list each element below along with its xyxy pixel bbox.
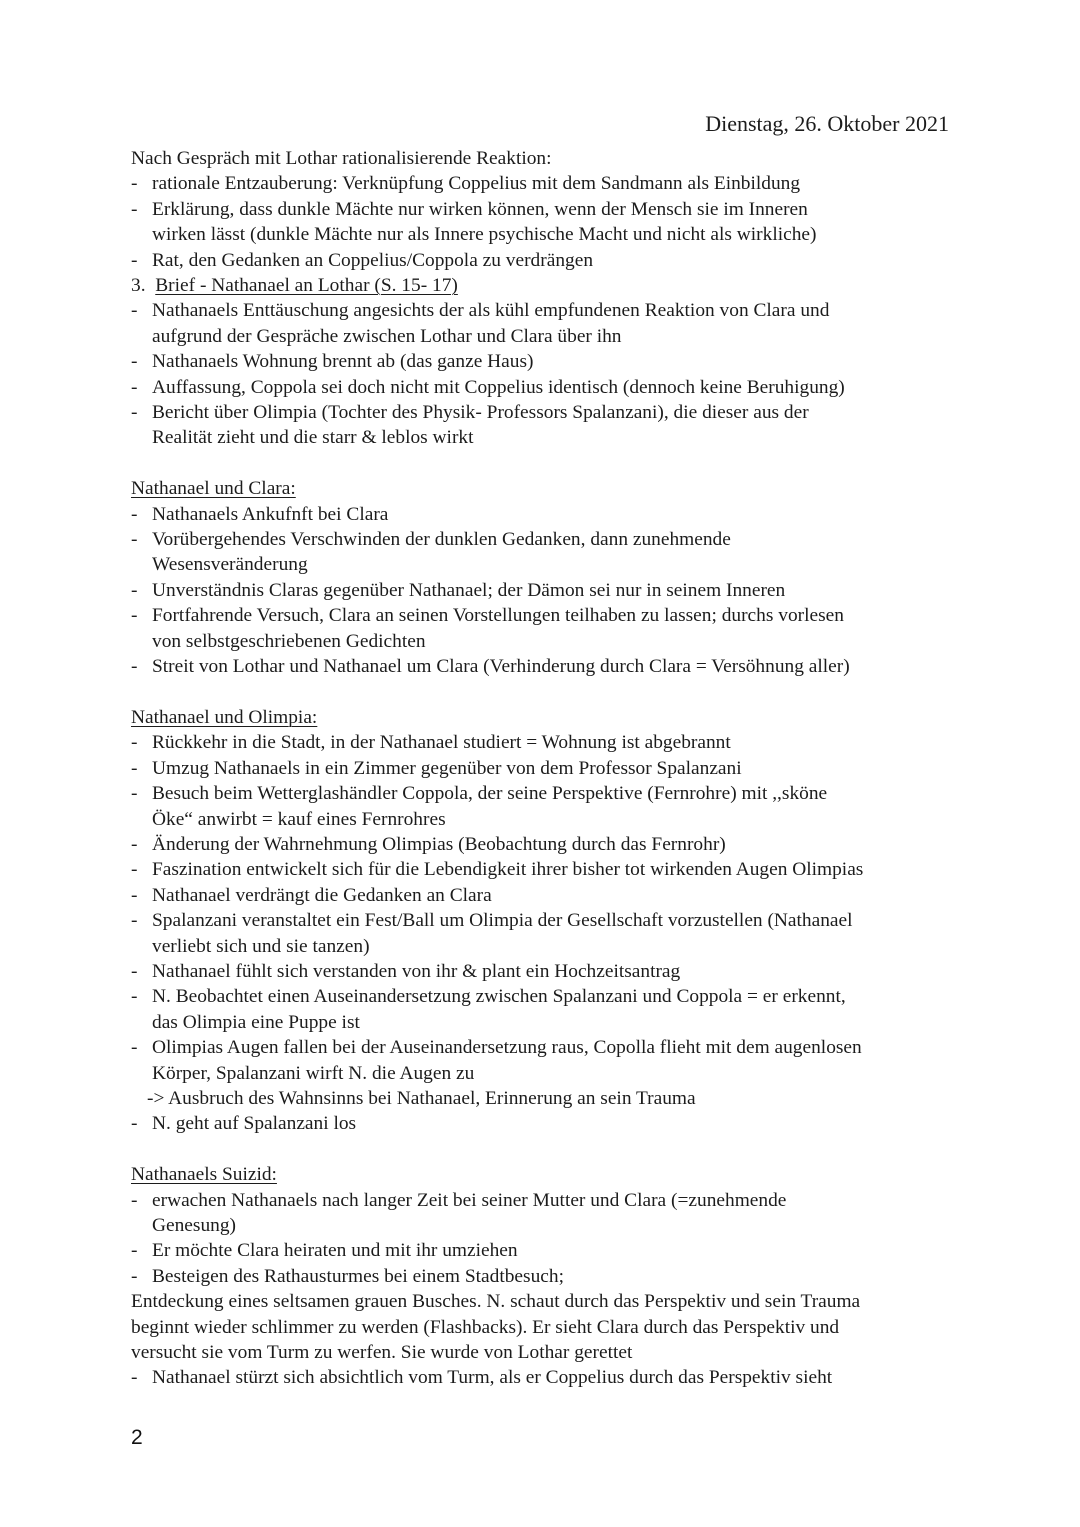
bullet-text: Olimpias Augen fallen bei der Auseinandersetzung raus, Copolla flieht mit dem augenlosen — [152, 1037, 862, 1059]
bullet-text-continuation: Öke“ anwirbt = kauf eines Fernrohres — [152, 808, 446, 830]
list-number: 3. — [131, 275, 146, 297]
bullet-dash: - — [131, 300, 138, 322]
bullet-text-continuation: Realität zieht und die starr & leblos wirkt — [152, 427, 474, 449]
paragraph-line: versucht sie vom Turm zu werfen. Sie wurde von Lothar gerettet — [131, 1342, 633, 1364]
list-item — [131, 1264, 961, 1289]
bullet-dash: - — [131, 960, 138, 982]
bullet-text: Bericht über Olimpia (Tochter des Physik- Professors Spalanzani), die dieser aus der — [152, 402, 809, 424]
bullet-text-continuation: wirken lässt (dunkle Mächte nur als Innere psychische Macht und nicht als wirkliche) — [152, 224, 817, 246]
list-item — [131, 578, 961, 603]
list-item — [131, 832, 961, 857]
letter-title: Brief - Nathanael an Lothar (S. 15- 17) — [155, 275, 458, 297]
bullet-text-continuation: das Olimpia eine Puppe ist — [152, 1011, 360, 1033]
bullet-text: Nathanaels Ankufnft bei Clara — [152, 503, 389, 525]
bullet-text: Nathanael stürzt sich absichtlich vom Turm, als er Coppelius durch das Perspektiv sieht — [152, 1367, 833, 1389]
bullet-text-continuation: von selbstgeschriebenen Gedichten — [152, 630, 426, 652]
bullet-dash: - — [131, 1265, 138, 1287]
bullet-text-continuation: Wesensveränderung — [152, 554, 308, 576]
page-number: 2 — [131, 1426, 143, 1449]
list-item — [131, 1035, 961, 1086]
bullet-dash: - — [131, 1189, 138, 1211]
bullet-text: Auffassung, Coppola sei doch nicht mit Coppelius identisch (dennoch keine Beruhigung) — [152, 376, 845, 398]
bullet-text: Nathanael fühlt sich verstanden von ihr & plant ein Hochzeitsantrag — [152, 960, 681, 982]
list-item — [131, 197, 961, 248]
bullet-dash: - — [131, 986, 138, 1008]
bullet-text: Spalanzani veranstaltet ein Fest/Ball um Olimpia der Gesellschaft vorzustellen (Nathanael — [152, 910, 853, 932]
bullet-text: rationale Entzauberung: Verknüpfung Coppelius mit dem Sandmann als Einbildung — [152, 173, 801, 195]
section-heading-clara: Nathanael und Clara: — [131, 478, 296, 500]
bullet-dash: - — [131, 529, 138, 551]
bullet-dash: - — [131, 579, 138, 601]
list-item — [131, 654, 961, 679]
bullet-text: erwachen Nathanaels nach langer Zeit bei seiner Mutter und Clara (=zunehmende — [152, 1189, 787, 1211]
bullet-dash: - — [131, 833, 138, 855]
bullet-text: Rat, den Gedanken an Coppelius/Coppola zu verdrängen — [152, 249, 594, 271]
bullet-text: Nathanael verdrängt die Gedanken an Clara — [152, 884, 492, 906]
list-item — [131, 1188, 961, 1239]
list-item — [131, 603, 961, 654]
list-item — [131, 781, 961, 832]
bullet-list — [131, 1188, 961, 1290]
section-intro: Nach Gespräch mit Lothar rationalisierende Reaktion: — [131, 148, 552, 169]
paragraph-line: Entdeckung eines seltsamen grauen Busches. N. schaut durch das Perspektiv und sein Trauma — [131, 1291, 861, 1313]
bullet-dash: - — [131, 884, 138, 906]
numbered-heading — [131, 273, 961, 298]
bullet-text: Unverständnis Claras gegenüber Nathanael; der Dämon sei nur in seinem Inneren — [152, 579, 786, 601]
list-item — [131, 248, 961, 273]
document-body — [131, 146, 961, 1391]
list-item — [131, 349, 961, 374]
bullet-dash: - — [131, 910, 138, 932]
bullet-text: Besteigen des Rathausturmes bei einem Stadtbesuch; — [152, 1265, 564, 1287]
list-item — [131, 400, 961, 451]
bullet-dash: - — [131, 1367, 138, 1389]
bullet-dash: - — [131, 732, 138, 754]
bullet-dash: - — [131, 757, 138, 779]
bullet-dash: - — [131, 1240, 138, 1262]
spacer — [131, 451, 961, 476]
bullet-dash: - — [131, 173, 138, 195]
bullet-text: Streit von Lothar und Nathanael um Clara (Verhinderung durch Clara = Versöhnung aller) — [152, 656, 850, 678]
bullet-text: Nathanaels Enttäuschung angesichts der als kühl empfundenen Reaktion von Clara und — [152, 300, 830, 322]
list-item — [131, 756, 961, 781]
bullet-text-continuation: Körper, Spalanzani wirft N. die Augen zu — [152, 1062, 475, 1084]
bullet-text: Erklärung, dass dunkle Mächte nur wirken können, wenn der Mensch sie im Inneren — [152, 198, 808, 220]
bullet-list — [131, 502, 961, 680]
list-item — [131, 959, 961, 984]
list-item — [131, 527, 961, 578]
bullet-dash: - — [131, 503, 138, 525]
bullet-text: Vorübergehendes Verschwinden der dunklen Gedanken, dann zunehmende — [152, 529, 731, 551]
bullet-dash: - — [131, 402, 138, 424]
bullet-dash: - — [131, 198, 138, 220]
paragraph-line: beginnt wieder schlimmer zu werden (Flashbacks). Er sieht Clara durch das Perspektiv und — [131, 1316, 840, 1338]
bullet-dash: - — [131, 249, 138, 271]
bullet-list — [131, 171, 961, 273]
bullet-text: Besuch beim Wetterglashändler Coppola, der seine Perspektive (Fernrohre) mit ,,sköne — [152, 783, 828, 805]
bullet-text: N. Beobachtet einen Auseinandersetzung zwischen Spalanzani und Coppola = er erkennt, — [152, 986, 846, 1008]
bullet-list — [131, 730, 961, 1086]
list-item — [131, 857, 961, 882]
bullet-text: Umzug Nathanaels in ein Zimmer gegenüber von dem Professor Spalanzani — [152, 757, 742, 779]
bullet-dash: - — [131, 656, 138, 678]
document-date: Dienstag, 26. Oktober 2021 — [705, 111, 949, 136]
bullet-text-continuation: Genesung) — [152, 1215, 237, 1237]
bullet-dash: - — [131, 605, 138, 627]
list-item — [131, 883, 961, 908]
bullet-dash: - — [131, 783, 138, 805]
list-item — [131, 984, 961, 1035]
list-item — [131, 1238, 961, 1263]
list-item — [131, 171, 961, 196]
section-heading-olimpia: Nathanael und Olimpia: — [131, 706, 318, 728]
bullet-text-continuation: verliebt sich und sie tanzen) — [152, 935, 370, 957]
spacer — [131, 680, 961, 705]
bullet-text: Änderung der Wahrnehmung Olimpias (Beobachtung durch das Fernrohr) — [152, 833, 726, 855]
list-item — [131, 1111, 961, 1136]
section-heading-suizid: Nathanaels Suizid: — [131, 1164, 277, 1186]
bullet-dash: - — [131, 859, 138, 881]
list-item — [131, 502, 961, 527]
bullet-dash: - — [131, 1113, 138, 1135]
list-item — [131, 730, 961, 755]
bullet-text: N. geht auf Spalanzani los — [152, 1113, 357, 1135]
bullet-list — [131, 298, 961, 450]
bullet-text: Faszination entwickelt sich für die Lebendigkeit ihrer bisher tot wirkenden Augen Olimpias — [152, 859, 864, 881]
bullet-dash: - — [131, 351, 138, 373]
bullet-text-continuation: aufgrund der Gespräche zwischen Lothar und Clara über ihn — [152, 325, 622, 347]
list-item — [131, 1365, 961, 1390]
list-item — [131, 375, 961, 400]
bullet-dash: - — [131, 1037, 138, 1059]
spacer — [131, 1137, 961, 1162]
list-item — [131, 908, 961, 959]
bullet-text: Er möchte Clara heiraten und mit ihr umziehen — [152, 1240, 518, 1262]
list-item — [131, 298, 961, 349]
bullet-dash: - — [131, 376, 138, 398]
bullet-text: Nathanaels Wohnung brennt ab (das ganze Haus) — [152, 351, 534, 373]
bullet-text: Fortfahrende Versuch, Clara an seinen Vorstellungen teilhaben zu lassen; durchs vorlesen — [152, 605, 844, 627]
bullet-text: Rückkehr in die Stadt, in der Nathanael studiert = Wohnung ist abgebrannt — [152, 732, 731, 754]
arrow-note: -> Ausbruch des Wahnsinns bei Nathanael, Erinnerung an sein Trauma — [147, 1088, 696, 1109]
